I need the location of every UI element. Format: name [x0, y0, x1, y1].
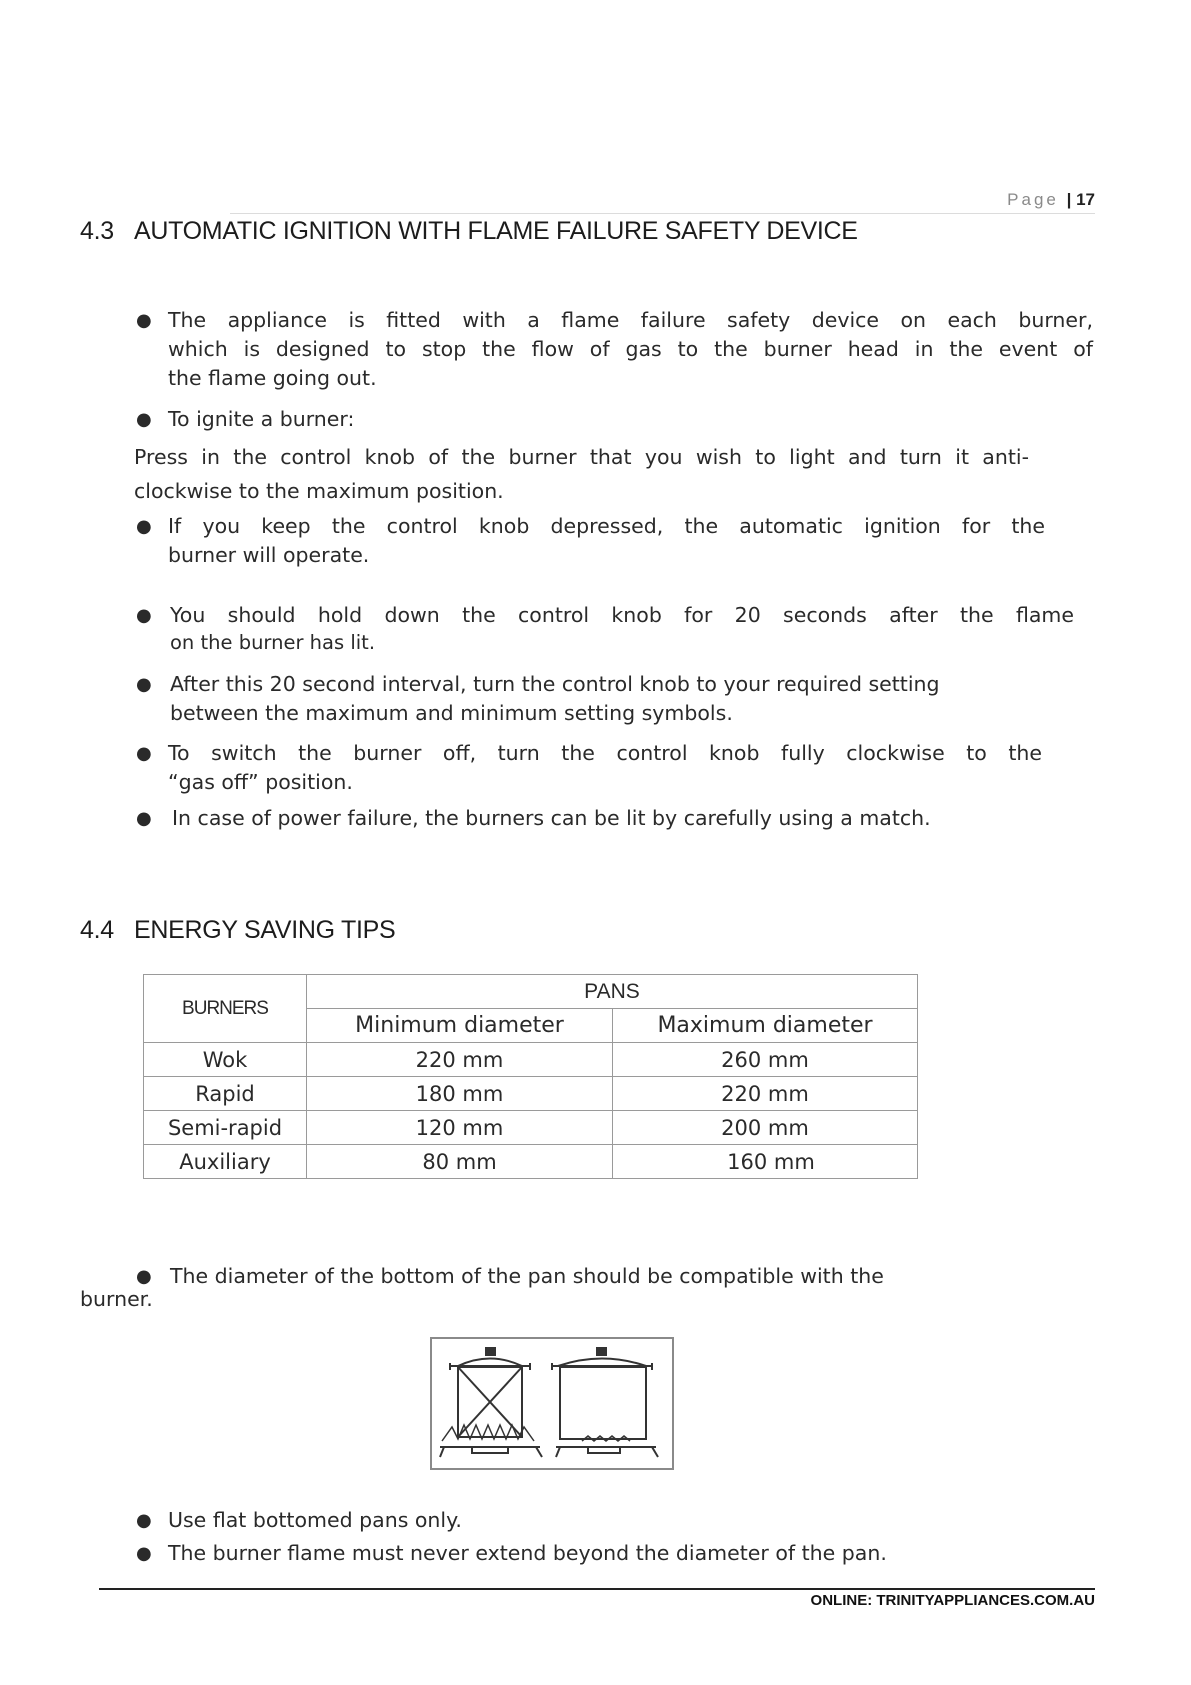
bullet-icon: ●: [136, 1510, 152, 1531]
bullet-icon: ●: [136, 605, 152, 626]
paragraph-line: Press in the control knob of the burner that you wish to light and turn it anti-: [134, 445, 1029, 469]
footer-divider: [99, 1588, 1095, 1590]
bullet-flame-failure: [136, 306, 1093, 393]
section-number: 4.4: [80, 916, 114, 944]
bullet-icon: ●: [136, 310, 152, 331]
bullet-auto-ignition: [136, 512, 1045, 570]
bullet-interval: [136, 670, 1060, 728]
bullet-power-failure: [136, 804, 931, 833]
table-cell-max: 160 mm: [613, 1145, 918, 1179]
bullet-text-line: After this 20 second interval, turn the control knob to your required setting: [170, 672, 940, 696]
table-row: [144, 1077, 918, 1111]
bullet-switch-off: [136, 739, 1042, 797]
bullet-ignite: [136, 405, 355, 434]
table-header-row: [144, 975, 918, 1009]
bullet-text-line: on the burner has lit.: [170, 631, 376, 654]
pan-size-table: [143, 974, 918, 1179]
diameter-continuation: burner.: [80, 1287, 153, 1311]
table-cell-burner: Semi-rapid: [144, 1111, 307, 1145]
bullet-text-line: To ignite a burner:: [168, 407, 355, 431]
table-header-max-diameter: Maximum diameter: [613, 1009, 918, 1043]
bullet-hold-down: [136, 602, 1074, 656]
bullet-text-line: You should hold down the control knob for 20 seconds after the flame: [170, 603, 1074, 627]
bullet-flat-pans: [136, 1506, 462, 1535]
table-cell-burner: Auxiliary: [144, 1145, 307, 1179]
section-title: ENERGY SAVING TIPS: [134, 916, 396, 944]
bullet-text-line: the flame going out.: [168, 366, 377, 390]
header-divider: [230, 213, 1095, 214]
bullet-text-line: which is designed to stop the flow of gas to the burner head in the event of: [168, 337, 1093, 361]
table-cell-burner: Rapid: [144, 1077, 307, 1111]
table-row: [144, 1111, 918, 1145]
bullet-icon: ●: [136, 674, 152, 695]
bullet-text-line: burner will operate.: [168, 543, 370, 567]
bullet-text-line: between the maximum and minimum setting symbols.: [170, 701, 733, 725]
bullet-text-line: The diameter of the bottom of the pan should be compatible with the: [170, 1264, 884, 1288]
table-cell-max: 260 mm: [613, 1043, 918, 1077]
table-cell-max: 200 mm: [613, 1111, 918, 1145]
table-cell-min: 220 mm: [307, 1043, 613, 1077]
table-cell-min: 180 mm: [307, 1077, 613, 1111]
table-cell-max: 220 mm: [613, 1077, 918, 1111]
bullet-text-line: In case of power failure, the burners can be lit by carefully using a match.: [172, 806, 931, 830]
table-header-min-diameter: Minimum diameter: [307, 1009, 613, 1043]
press-instruction: [134, 440, 1029, 508]
paragraph-line: clockwise to the maximum position.: [134, 479, 504, 503]
bullet-icon: ●: [136, 808, 152, 829]
page-word: Page: [1007, 190, 1059, 209]
table-row: [144, 1043, 918, 1077]
table-cell-min: 120 mm: [307, 1111, 613, 1145]
table-cell-min: 80 mm: [307, 1145, 613, 1179]
table-header-burners: BURNERS: [144, 975, 307, 1043]
section-title: AUTOMATIC IGNITION WITH FLAME FAILURE SAFETY DEVICE: [134, 217, 858, 245]
page-number: | 17: [1066, 190, 1095, 209]
section-heading-4-4: [80, 916, 395, 945]
bullet-icon: ●: [136, 516, 152, 537]
bullet-icon: ●: [136, 1266, 152, 1287]
table-cell-burner: Wok: [144, 1043, 307, 1077]
bullet-icon: ●: [136, 743, 152, 764]
bullet-text-line: If you keep the control knob depressed, the automatic ignition for the: [168, 514, 1045, 538]
page-number-label: [1007, 190, 1095, 210]
correct-pan-icon: [552, 1348, 658, 1457]
table-header-pans: PANS: [307, 975, 918, 1009]
bullet-diameter: [136, 1262, 884, 1291]
bullet-icon: ●: [136, 1543, 152, 1564]
bullet-text-line: To switch the burner off, turn the control knob fully clockwise to the: [168, 741, 1042, 765]
table-row: [144, 1145, 918, 1179]
pan-burner-illustration: [430, 1337, 674, 1470]
wrong-pan-icon: [440, 1348, 542, 1457]
pan-on-burner-diagram: [432, 1339, 672, 1468]
section-number: 4.3: [80, 217, 114, 245]
footer-website: ONLINE: TRINITYAPPLIANCES.COM.AU: [810, 1592, 1095, 1609]
section-heading-4-3: [80, 217, 858, 246]
bullet-flame-extent: [136, 1539, 887, 1568]
bullet-icon: ●: [136, 409, 152, 430]
bullet-text-line: “gas off” position.: [168, 770, 353, 794]
bullet-text-line: The burner flame must never extend beyond the diameter of the pan.: [168, 1541, 887, 1565]
bullet-text-line: Use flat bottomed pans only.: [168, 1508, 462, 1532]
bullet-text-line: The appliance is fitted with a flame failure safety device on each burner,: [168, 308, 1093, 332]
